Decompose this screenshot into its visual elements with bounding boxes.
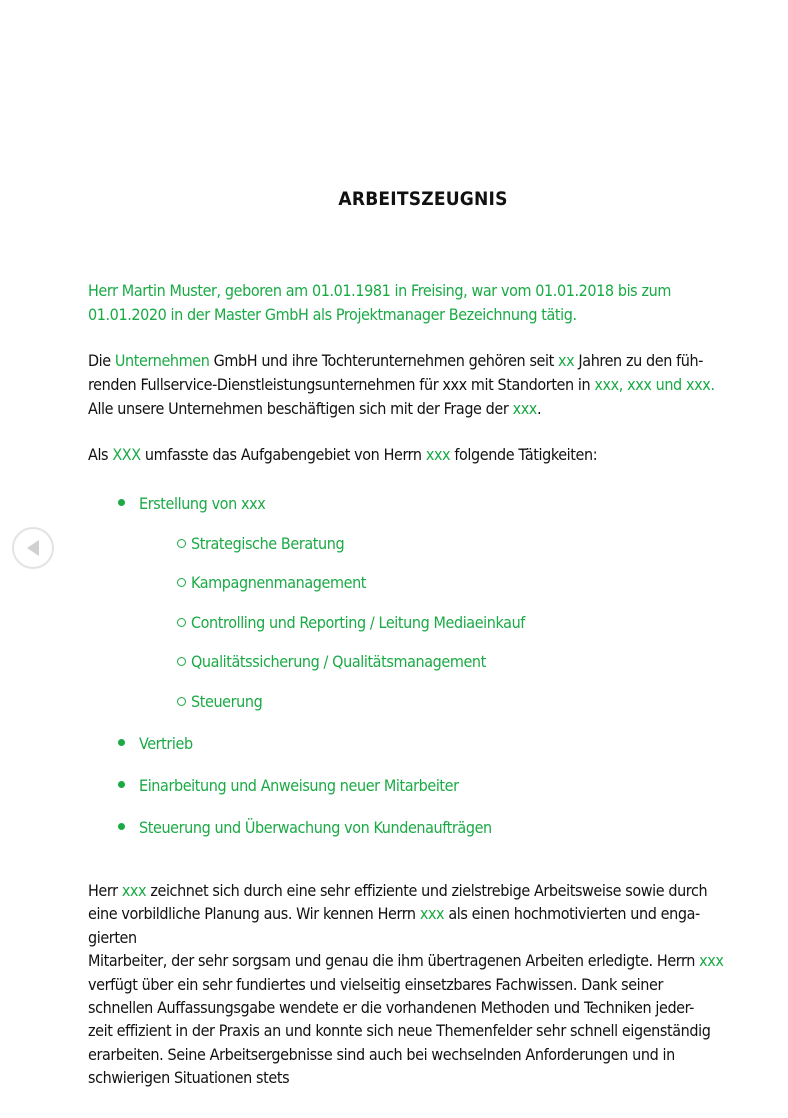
task-item: Einarbeitung und Anweisung neuer Mitarbeiter [118, 774, 459, 798]
subtask-item: Steuerung [177, 690, 262, 714]
subtask-item: Strategische Beratung [177, 532, 344, 556]
circle-bullet-icon [177, 578, 186, 587]
task-item: Steuerung und Überwachung von Kundenaufträgen [118, 816, 492, 840]
circle-bullet-icon [177, 697, 186, 706]
subtask-item: Kampagnenmanagement [177, 571, 366, 595]
document-title: ARBEITSZEUGNIS [338, 188, 508, 210]
task-item: Erstellung von xxx [118, 492, 265, 516]
intro-line-2: 01.01.2020 in der Master GmbH als Projektmanager Bezeichnung tätig. [88, 305, 577, 324]
bullet-icon [118, 499, 125, 506]
intro-paragraph [88, 279, 768, 327]
company-line-3: Alle unsere Unternehmen beschäftigen sich mit der Frage der xxx. [88, 399, 542, 418]
task-item: Vertrieb [118, 732, 193, 756]
company-line-1: Die Unternehmen GmbH und ihre Tochterunternehmen gehören seit xx Jahren zu den füh- [88, 351, 703, 370]
subtask-item: Controlling und Reporting / Leitung Mediaeinkauf [177, 611, 525, 635]
assessment-paragraph: Herr xxx zeichnet sich durch eine sehr effiziente und zielstrebige Arbeitsweise sowie durch eine vorbildliche Planung aus. Wir kennen Herrn xxx als einen hochmotivierten und enga- gierten Mitarbeiter, der sehr sorgsam und genau die ihm übertragenen Arbeiten erledigte. Herrn xxx verfügt über ein sehr fundiertes und vielseitig einsetzbares Fachwissen. Dank seiner schnellen Auffassungsgabe wendete er die vorhandenen Methoden und Techniken jeder- zeit effizient in der Praxis an und konnte sich neue Themenfelder sehr schnell eigenständig erarbeiten. Seine Arbeitsergebnisse sind auch bei wechselnden Anforderungen und in schwierigen Situationen stets [88, 881, 724, 1088]
bullet-icon [118, 781, 125, 788]
bullet-icon [118, 739, 125, 746]
tasks-intro: Als XXX umfasste das Aufgabengebiet von Herrn xxx folgende Tätigkeiten: [88, 445, 598, 464]
circle-bullet-icon [177, 657, 186, 666]
company-paragraph [88, 349, 768, 421]
prev-page-button[interactable] [12, 527, 54, 569]
intro-line-1: Herr Martin Muster, geboren am 01.01.1981 in Freising, war vom 01.01.2018 bis zum [88, 281, 671, 300]
circle-bullet-icon [177, 618, 186, 627]
triangle-left-icon [14, 529, 52, 567]
bullet-icon [118, 823, 125, 830]
circle-bullet-icon [177, 539, 186, 548]
company-line-2: renden Fullservice-Dienstleistungsunternehmen für xxx mit Standorten in xxx, xxx und xxx. [88, 375, 715, 394]
subtask-item: Qualitätssicherung / Qualitätsmanagement [177, 650, 486, 674]
